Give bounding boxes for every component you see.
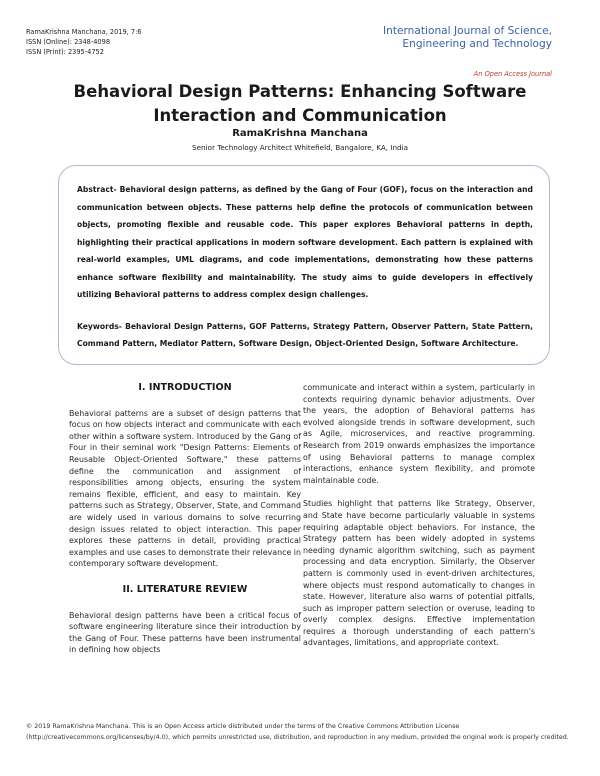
- license-footer: © 2019 RamaKrishna Manchana. This is an Open Access article distributed under the terms of the Creative Commons Attribution License (http://creativecommons.org/licenses/by/4.0), which permits unrestricted use, distribution, and reproduction in any medium, provided the original work is properly credited.: [26, 723, 569, 741]
- left-column: [69, 382, 301, 656]
- issn-online: ISSN (Online): 2348-4098: [26, 38, 111, 46]
- author-name: RamaKrishna Manchana: [232, 128, 368, 139]
- keywords-text: Keywords- Behavioral Design Patterns, GOF Patterns, Strategy Pattern, Observer Pattern, State Pattern, Command Pattern, Mediator Pattern, Software Design, Object-Oriented Design, Software Architecture.: [77, 321, 533, 348]
- journal-name-line-1: International Journal of Science,: [383, 25, 552, 37]
- open-access-label: An Open Access Journal: [473, 70, 552, 78]
- journal-name-line-2: Engineering and Technology: [402, 38, 552, 50]
- section-heading-introduction: I. INTRODUCTION: [138, 382, 232, 393]
- literature-paragraph-2: Studies highlight that patterns like Strategy, Observer, and State have become particularly valuable in systems requiring adaptable object behaviors. For instance, the Strategy pattern has been widely adopted in systems needing dynamic algorithm switching, such as payment processing and data encryption. Similarly, the Observer pattern is commonly used in event-driven architectures, where objects must respond automatically to changes in state. However, literature also warns of potential pitfalls, such as improper pattern selection or overuse, leading to overly complex designs. Effective implementation requires a thorough understanding of each pattern's advantages, limitations, and appropriate context.: [303, 499, 535, 648]
- section-heading-literature-review: II. LITERATURE REVIEW: [122, 583, 248, 595]
- issn-print: ISSN (Print): 2395-4752: [26, 48, 104, 56]
- citation-line: RamaKrishna Manchana, 2019, 7:6: [26, 28, 142, 36]
- issn-meta: [26, 27, 142, 57]
- introduction-paragraph: Behavioral patterns are a subset of design patterns that focus on how objects interact and communicate with each other within a software system. Introduced by the Gang of Four in their seminal work "Design Patterns: Elements of Reusable Object-Oriented Software," these patterns define the communication and assignment of responsibilities among objects, ensuring the system remains flexible, efficient, and easy to maintain. Key patterns such as Strategy, Observer, State, and Command are widely used in various domains to solve recurring design issues related to object interaction. This paper explores these patterns in detail, providing practical examples and use cases to demonstrate their relevance in contemporary software development.: [69, 408, 301, 569]
- abstract-text: Abstract- Behavioral design patterns, as defined by the Gang of Four (GOF), focus on the interaction and communication between objects. These patterns help define the protocols of communication between objects, promoting flexible and reusable code. This paper explores Behavioral patterns in depth, highlighting their practical applications in modern software development. Each pattern is explained with real-world examples, UML diagrams, and code implementations, demonstrating how these patterns enhance software flexibility and maintainability. The study aims to guide developers in effectively utilizing Behavioral patterns to address complex design challenges.: [77, 185, 533, 299]
- author-affiliation: Senior Technology Architect Whitefield, Bangalore, KA, India: [192, 143, 408, 152]
- right-column: [303, 382, 535, 649]
- abstract-box: [58, 165, 550, 365]
- literature-paragraph: Behavioral design patterns have been a critical focus of software engineering literature since their introduction by the Gang of Four. These patterns have been instrumental in defining how objects: [69, 610, 301, 655]
- journal-name: [383, 25, 552, 51]
- paper-title: Behavioral Design Patterns: Enhancing Software Interaction and Communication: [73, 82, 527, 125]
- literature-paragraph-continued: communicate and interact within a system, particularly in contexts requiring dynamic behavior adjustments. Over the years, the adoption of Behavioral patterns has evolved alongside trends in software development, such as Agile, microservices, and reactive programming. Research from 2019 onwards emphasizes the importance of using Behavioral patterns to manage complex interactions, enhance system flexibility, and promote maintainable code.: [303, 383, 535, 485]
